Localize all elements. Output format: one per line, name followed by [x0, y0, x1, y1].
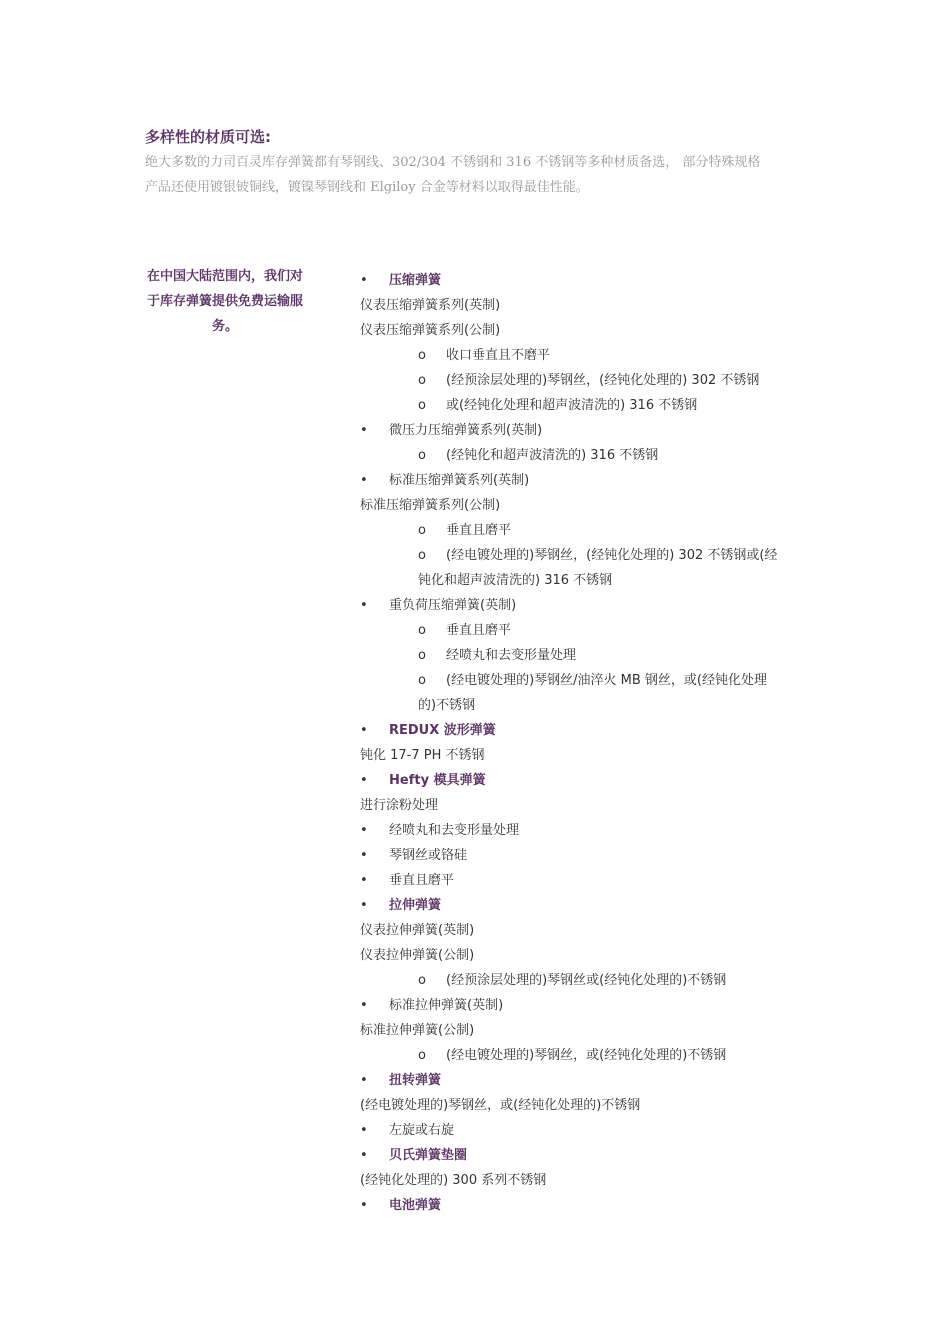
sub-item-text: (经电镀处理的)琴钢丝，(经钝化处理的) 302 不锈钢或(经: [446, 548, 778, 563]
category-heading: 贝氏弹簧垫圈: [389, 1148, 468, 1163]
item-text: 标准拉伸弹簧(公制): [360, 1023, 475, 1038]
item-text: 微压力压缩弹簧系列(英制): [389, 423, 543, 438]
sub-item: [360, 618, 820, 643]
shipping-note-line: 务。: [211, 319, 238, 334]
sub-item: [360, 443, 820, 468]
sub-item-text: (经钝化和超声波清洗的) 316 不锈钢: [446, 448, 659, 463]
item-text: (经钝化处理的) 300 系列不锈钢: [360, 1173, 547, 1188]
item-text: 垂直且磨平: [389, 873, 455, 888]
sub-item: [360, 518, 820, 543]
sub-item: [360, 343, 820, 368]
list-item: [360, 743, 820, 768]
item-text: 仪表拉伸弹簧(英制): [360, 923, 475, 938]
sub-item-text: 或(经钝化处理和超声波清洗的) 316 不锈钢: [446, 398, 698, 413]
list-item: [360, 468, 820, 493]
category-heading: 压缩弹簧: [389, 273, 442, 288]
list-item: [360, 843, 820, 868]
intro-paragraph: [145, 150, 835, 200]
bullet-marker: •: [360, 1073, 368, 1088]
sub-item-text: (经电镀处理的)琴钢丝，或(经钝化处理的)不锈钢: [446, 1048, 727, 1063]
sub-item: [360, 668, 820, 693]
list-item: [360, 1118, 820, 1143]
item-text: 标准压缩弹簧系列(公制): [360, 498, 501, 513]
sub-item: [360, 393, 820, 418]
sub-marker: o: [418, 373, 426, 388]
bullet-marker: •: [360, 598, 368, 613]
sub-marker: o: [418, 448, 426, 463]
bullet-marker: •: [360, 1123, 368, 1138]
shipping-note-line: 在中国大陆范围内，我们对: [146, 269, 303, 284]
item-text: 左旋或右旋: [389, 1123, 455, 1138]
list-item: [360, 793, 820, 818]
bullet-marker: •: [360, 848, 368, 863]
sub-marker: o: [418, 648, 426, 663]
bullet-marker: •: [360, 823, 368, 838]
item-text: 标准拉伸弹簧(英制): [389, 998, 504, 1013]
sub-marker: o: [418, 673, 426, 688]
sub-item-text: 经喷丸和去变形量处理: [446, 648, 577, 663]
category-heading: Hefty 模具弹簧: [389, 773, 486, 788]
item-text: 仪表压缩弹簧系列(公制): [360, 323, 501, 338]
sub-marker: o: [418, 1048, 426, 1063]
sub-item-text: (经预涂层处理的)琴钢丝或(经钝化处理的)不锈钢: [446, 973, 727, 988]
list-item: [360, 1018, 820, 1043]
sub-marker: o: [418, 523, 426, 538]
bullet-marker: •: [360, 773, 368, 788]
list-item: [360, 768, 820, 793]
item-text: (经电镀处理的)琴钢丝，或(经钝化处理的)不锈钢: [360, 1098, 641, 1113]
shipping-note: [132, 264, 318, 339]
sub-item: [360, 1043, 820, 1068]
list-item: [360, 293, 820, 318]
sub-item-text: (经电镀处理的)琴钢丝/油淬火 MB 钢丝，或(经钝化处理: [446, 673, 767, 688]
bullet-marker: •: [360, 473, 368, 488]
list-item: [360, 418, 820, 443]
sub-item: [360, 543, 820, 568]
category-heading: 拉伸弹簧: [389, 898, 442, 913]
list-item: [360, 818, 820, 843]
list-item: [360, 318, 820, 343]
item-text: 进行涂粉处理: [360, 798, 439, 813]
list-item: [360, 943, 820, 968]
list-item: [360, 718, 820, 743]
bullet-marker: •: [360, 998, 368, 1013]
intro-line: 绝大多数的力司百灵库存弹簧都有琴钢线、302/304 不锈钢和 316 不锈钢等多种材质备选， 部分特殊规格: [145, 155, 761, 170]
sub-marker: o: [418, 348, 426, 363]
sub-item-text: 垂直且磨平: [446, 623, 512, 638]
sub-marker: o: [418, 548, 426, 563]
list-item: [360, 893, 820, 918]
list-item: [360, 918, 820, 943]
bullet-marker: •: [360, 423, 368, 438]
item-text: 仪表压缩弹簧系列(英制): [360, 298, 501, 313]
sub-marker: o: [418, 623, 426, 638]
item-text: 经喷丸和去变形量处理: [389, 823, 520, 838]
list-item: [360, 993, 820, 1018]
item-text: 琴钢丝或铬硅: [389, 848, 468, 863]
sub-item-text: 钝化和超声波清洗的) 316 不锈钢: [418, 573, 613, 588]
item-text: 重负荷压缩弹簧(英制): [389, 598, 517, 613]
category-heading: 电池弹簧: [389, 1198, 442, 1213]
bullet-marker: •: [360, 898, 368, 913]
list-item: [360, 493, 820, 518]
sub-item-text: 的)不锈钢: [418, 698, 476, 713]
sub-item-continuation: [360, 693, 820, 718]
bullet-marker: •: [360, 873, 368, 888]
sub-item-continuation: [360, 568, 820, 593]
bullet-marker: •: [360, 1198, 368, 1213]
sub-marker: o: [418, 398, 426, 413]
list-item: [360, 1143, 820, 1168]
list-item: [360, 868, 820, 893]
item-text: 仪表拉伸弹簧(公制): [360, 948, 475, 963]
sub-item-text: (经预涂层处理的)琴钢丝，(经钝化处理的) 302 不锈钢: [446, 373, 760, 388]
item-text: 钝化 17-7 PH 不锈钢: [360, 748, 485, 763]
list-item: [360, 1168, 820, 1193]
list-item: [360, 1068, 820, 1093]
list-item: [360, 1093, 820, 1118]
list-item: [360, 1193, 820, 1218]
shipping-note-line: 于库存弹簧提供免费运输服: [146, 294, 303, 309]
section-title: 多样性的材质可选:: [145, 128, 271, 146]
category-heading: 扭转弹簧: [389, 1073, 442, 1088]
sub-item: [360, 368, 820, 393]
category-heading: REDUX 波形弹簧: [389, 723, 496, 738]
sub-item: [360, 968, 820, 993]
bullet-marker: •: [360, 273, 368, 288]
item-text: 标准压缩弹簧系列(英制): [389, 473, 530, 488]
sub-item-text: 收口垂直且不磨平: [446, 348, 551, 363]
intro-line: 产品还使用镀银铍铜线，镀镍琴钢线和 Elgiloy 合金等材料以取得最佳性能。: [145, 180, 589, 195]
sub-item: [360, 643, 820, 668]
sub-item-text: 垂直且磨平: [446, 523, 512, 538]
bullet-marker: •: [360, 723, 368, 738]
list-item: [360, 268, 820, 293]
sub-marker: o: [418, 973, 426, 988]
spring-list: [360, 268, 820, 1218]
list-item: [360, 593, 820, 618]
bullet-marker: •: [360, 1148, 368, 1163]
